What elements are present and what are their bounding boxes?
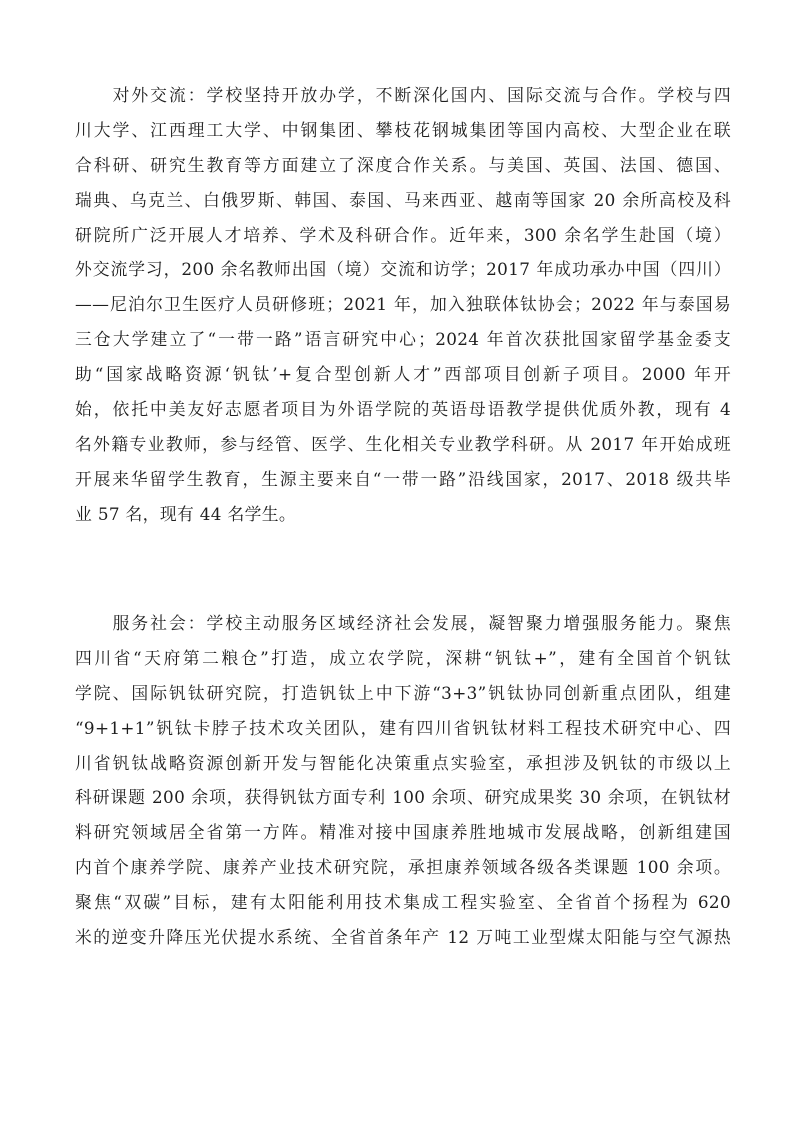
paragraph-external-exchange (75, 78, 731, 532)
text-line: 聚焦“双碳”目标，建有太阳能利用技术集成工程实验室、全省首个扬程为 620 (75, 892, 731, 913)
text-line: 川大学、江西理工大学、中钢集团、攀枝花钢城集团等国内高校、大型企业在联 (75, 119, 731, 140)
paragraph-social-service (75, 606, 731, 955)
text-line: 名外籍专业教师，参与经管、医学、生化相关专业教学科研。从 2017 年开始成班 (75, 433, 731, 454)
text-line: 内首个康养学院、康养产业技术研究院，承担康养领域各级各类课题 100 余项。 (75, 857, 731, 878)
text-line: 研院所广泛开展人才培养、学术及科研合作。近年来，300 余名学生赴国（境） (75, 224, 731, 245)
text-line: ——尼泊尔卫生医疗人员研修班；2021 年，加入独联体钛协会；2022 年与泰国易 (75, 294, 731, 315)
text-line: 服务社会：学校主动服务区域经济社会发展，凝智聚力增强服务能力。聚焦 (75, 613, 731, 633)
text-line: 外交流学习，200 余名教师出国（境）交流和访学；2017 年成功承办中国（四川） (75, 259, 731, 280)
text-line: 对外交流：学校坚持开放办学，不断深化国内、国际交流与合作。学校与四 (75, 85, 731, 105)
text-line: 米的逆变升降压光伏提水系统、全省首条年产 12 万吨工业型煤太阳能与空气源热 (75, 927, 731, 948)
text-line: 四川省“天府第二粮仓”打造，成立农学院，深耕“钒钛+”，建有全国首个钒钛 (75, 647, 731, 668)
text-line: 科研课题 200 余项，获得钒钛方面专利 100 余项、研究成果奖 30 余项，在钒钛材 (75, 787, 731, 808)
text-line: 三仓大学建立了“一带一路”语言研究中心；2024 年首次获批国家留学基金委支 (75, 329, 731, 350)
text-line: 料研究领域居全省第一方阵。精准对接中国康养胜地城市发展战略，创新组建国 (75, 822, 731, 843)
text-line: 学院、国际钒钛研究院，打造钒钛上中下游“3+3”钒钛协同创新重点团队，组建 (75, 682, 731, 703)
text-line: 瑞典、乌克兰、白俄罗斯、韩国、泰国、马来西亚、越南等国家 20 余所高校及科 (75, 189, 731, 210)
text-line: 合科研、研究生教育等方面建立了深度合作关系。与美国、英国、法国、德国、 (75, 154, 731, 175)
text-line: 川省钒钛战略资源创新开发与智能化决策重点实验室，承担涉及钒钛的市级以上 (75, 752, 731, 773)
text-line: 开展来华留学生教育，生源主要来自“一带一路”沿线国家，2017、2018 级共毕 (75, 468, 731, 489)
text-line: 业 57 名，现有 44 名学生。 (75, 503, 297, 524)
text-line: 助“国家战略资源‘钒钛’+复合型创新人才”西部项目创新子项目。2000 年开 (75, 364, 731, 385)
text-line: “9+1+1”钒钛卡脖子技术攻关团队，建有四川省钒钛材料工程技术研究中心、四 (75, 717, 731, 738)
text-line: 始，依托中美友好志愿者项目为外语学院的英语母语教学提供优质外教，现有 4 (75, 399, 731, 420)
